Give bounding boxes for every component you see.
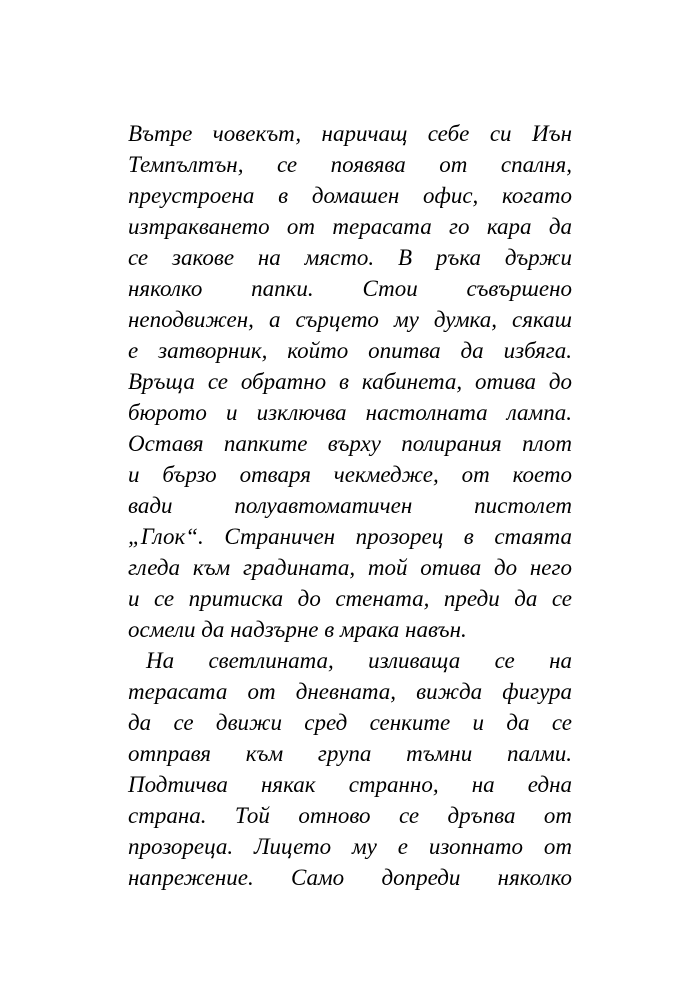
text-line: и се притиска до стената, преди да се <box>128 586 572 611</box>
text-line: напрежение. Само допреди няколко <box>128 865 572 890</box>
text-line: „Глок“. Страничен прозорец в стаята <box>128 524 572 549</box>
text-line: бюрото и изключва настолната лампа. <box>128 400 572 425</box>
text-line: изтракването от терасата го кара да <box>128 214 572 239</box>
text-line: терасата от дневната, вижда фигура <box>128 679 572 704</box>
text-line: е затворник, който опитва да избяга. <box>128 338 572 363</box>
text-line <box>128 893 572 924</box>
text-line: страна. Той отново се дръпва от <box>128 803 572 828</box>
text-line: отправя към група тъмни палми. <box>128 741 572 766</box>
text-line: се закове на място. В ръка държи <box>128 245 572 270</box>
text-line: Подтичва някак странно, на една <box>128 772 572 797</box>
text-line: Вътре човекът, наричащ себе си Иън <box>128 121 572 146</box>
text-line: Темпълтън, се появява от спалня, <box>128 152 572 177</box>
text-line: Оставя папките върху полирания плот <box>128 431 572 456</box>
text-line: прозореца. Лицето му е изопнато от <box>128 834 572 859</box>
text-line: неподвижен, а сърцето му думка, сякаш <box>128 307 572 332</box>
text-line: На светлината, изливаща се на <box>146 648 572 673</box>
text-line: Връща се обратно в кабинета, отива до <box>128 369 572 394</box>
text-line: преустроена в домашен офис, когато <box>128 183 572 208</box>
text-line: гледа към градината, той отива до него <box>128 555 572 580</box>
text-line: осмели да надзърне в мрака навън. <box>128 617 467 642</box>
text-line: вади полуавтоматичен пистолет <box>128 493 572 518</box>
text-line: да се движи сред сенките и да се <box>128 710 572 735</box>
text-line: и бързо отваря чекмедже, от което <box>128 462 572 487</box>
text-line: няколко папки. Стои съвършено <box>128 276 572 301</box>
body-text <box>128 118 572 924</box>
